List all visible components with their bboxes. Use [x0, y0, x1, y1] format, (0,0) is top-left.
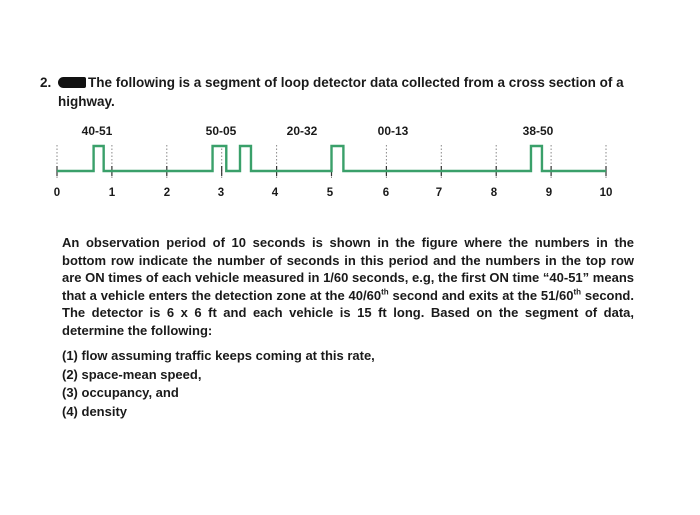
task-item: (3) occupancy, and — [62, 385, 179, 400]
task-item: (1) flow assuming traffic keeps coming at this rate, — [62, 348, 375, 363]
question-text-line1: The following is a segment of loop detector data collected from a cross section of a — [88, 75, 624, 90]
second-label: 10 — [599, 187, 613, 199]
on-time-label: 40-51 — [81, 124, 113, 138]
on-time-label: 50-05 — [205, 124, 237, 138]
second-label: 0 — [53, 187, 61, 199]
on-time-label: 38-50 — [522, 124, 554, 138]
question-text-line2: highway. — [58, 94, 115, 109]
on-time-label: 00-13 — [377, 124, 409, 138]
description-part3: second. The detector is 6 x 6 ft and each vehicle is 15 ft long. Based on the segment of data, determine the following: — [62, 287, 634, 338]
task-item: (4) density — [62, 403, 128, 419]
second-label: 4 — [271, 187, 279, 199]
ordinal-suffix: th — [573, 287, 582, 297]
problem-description — [62, 234, 634, 340]
second-label: 6 — [382, 187, 390, 199]
second-label: 2 — [163, 187, 171, 199]
task-list — [62, 347, 375, 421]
task-item: (2) space-mean speed, — [62, 366, 202, 382]
second-label: 9 — [545, 187, 553, 199]
second-label: 7 — [435, 187, 443, 199]
ordinal-suffix: th — [381, 287, 389, 297]
signal-trace — [57, 146, 606, 171]
question-number: 2. — [40, 75, 52, 90]
description-part2: second and exits at the 51/60 — [388, 287, 574, 303]
second-label: 8 — [490, 187, 498, 199]
description-part1: An observation period of 10 seconds is shown in the figure where the numbers in the bottom row indicate the number of seconds in this period and the numbers in the top row are ON times of each vehicle measured in 1/60 seconds, e.g, the first ON time “40-51” means that a vehicle enters the detection zone at the 40/60 — [62, 235, 634, 303]
on-time-label: 20-32 — [286, 124, 318, 138]
second-label: 3 — [217, 187, 225, 199]
second-label: 5 — [326, 187, 334, 199]
second-label: 1 — [108, 187, 116, 199]
